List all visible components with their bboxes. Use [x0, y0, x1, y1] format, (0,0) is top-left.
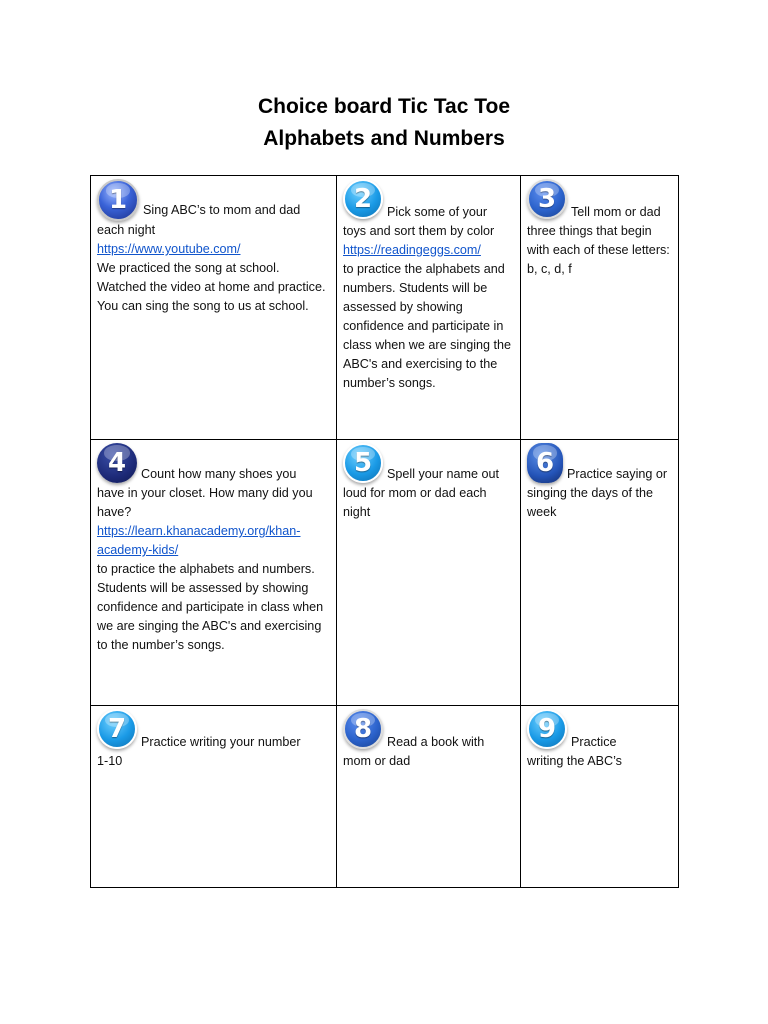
choice-cell-5: [337, 440, 521, 706]
cell-9-lead: Practice: [571, 735, 617, 749]
cell-4-after: to practice the alphabets and numbers. Students will be assessed by showing confidence and participate in class when we are singing the ABC's and exercising to the number’s songs.: [97, 562, 324, 652]
cell-7-text: 1-10: [97, 754, 123, 768]
number-6-icon: 6: [527, 443, 563, 483]
choice-cell-3: [521, 176, 679, 440]
page-subtitle: Alphabets and Numbers: [263, 127, 505, 150]
number-5-icon: 5: [343, 443, 383, 483]
cell-8-text: mom or dad: [343, 754, 411, 768]
choice-cell-7: [91, 706, 337, 888]
cell-2-lead: Pick some of your: [387, 205, 488, 219]
cell-3-lead: Tell mom or dad: [571, 205, 661, 219]
choice-cell-6: [521, 440, 679, 706]
cell-2-text: toys and sort them by color: [343, 224, 495, 238]
cell-3-text: three things that begin with each of these letters: b, c, d, f: [527, 224, 670, 276]
number-3-icon: 3: [527, 179, 567, 219]
cell-9-text: writing the ABC’s: [527, 754, 622, 768]
choice-cell-9: [521, 706, 679, 888]
number-1-icon: 1: [97, 179, 139, 221]
cell-1-lead: Sing ABC’s to mom and dad: [143, 203, 301, 217]
choice-cell-8: [337, 706, 521, 888]
cell-6-text: singing the days of the week: [527, 486, 654, 519]
readingeggs-link[interactable]: https://readingeggs.com/: [343, 243, 481, 257]
cell-8-lead: Read a book with: [387, 735, 485, 749]
choice-cell-1: [91, 176, 337, 440]
number-2-icon: 2: [343, 179, 383, 219]
choice-board-grid: [90, 175, 679, 888]
number-4-icon: 4: [97, 443, 137, 483]
cell-1-after: We practiced the song at school. Watched the video at home and practice. You can sing the song to us at school.: [97, 261, 326, 313]
cell-4-text: have in your closet. How many did you have?: [97, 486, 313, 519]
cell-5-text: loud for mom or dad each night: [343, 486, 487, 519]
number-7-icon: 7: [97, 709, 137, 749]
number-8-icon: 8: [343, 709, 383, 749]
cell-6-lead: Practice saying or: [567, 467, 668, 481]
cell-5-lead: Spell your name out: [387, 467, 500, 481]
cell-1-text: each night: [97, 223, 156, 237]
number-9-icon: 9: [527, 709, 567, 749]
page-title: Choice board Tic Tac Toe: [257, 95, 511, 118]
choice-cell-2: [337, 176, 521, 440]
cell-4-lead: Count how many shoes you: [141, 467, 297, 481]
cell-2-after: to practice the alphabets and numbers. Students will be assessed by showing confidence and participate in class when we are singing the ABC's and exercising to the number’s songs.: [343, 262, 512, 390]
khanacademy-link[interactable]: https://learn.khanacademy.org/khan-academy-kids/: [97, 524, 301, 557]
choice-cell-4: [91, 440, 337, 706]
youtube-link[interactable]: https://www.youtube.com/: [97, 242, 241, 256]
cell-7-lead: Practice writing your number: [141, 735, 301, 749]
